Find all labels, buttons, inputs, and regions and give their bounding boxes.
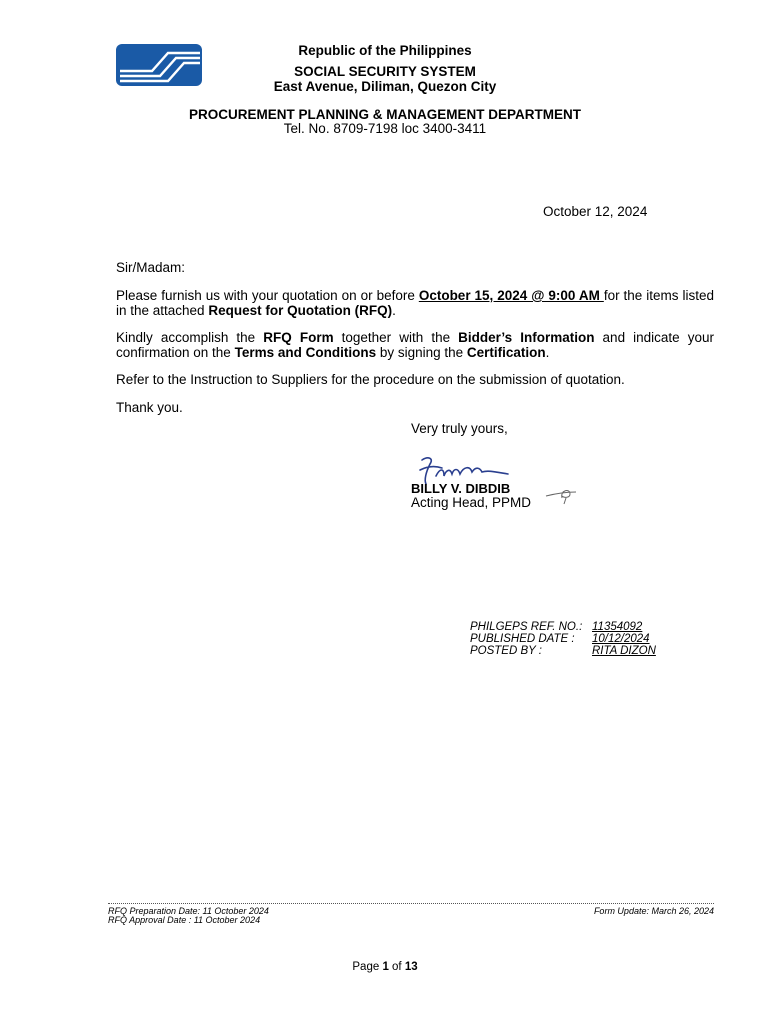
page-number — [0, 961, 770, 973]
published-label: PUBLISHED DATE : — [470, 633, 575, 645]
deadline: October 15, 2024 @ 9:00 AM — [418, 288, 604, 303]
page-prefix: Page — [352, 961, 383, 973]
page-of: of — [388, 961, 405, 973]
signatory-name: BILLY V. DIBDIB — [411, 481, 511, 496]
page-total: 13 — [404, 961, 418, 973]
header-address: East Avenue, Diliman, Quezon City — [273, 79, 497, 94]
header-tel: Tel. No. 8709-7198 loc 3400-3411 — [283, 121, 487, 136]
published-value: 10/12/2024 — [592, 633, 650, 645]
p2-text-a: Kindly accomplish the — [116, 330, 264, 345]
signatory-title: Acting Head, PPMD — [411, 495, 532, 510]
salutation: Sir/Madam: — [116, 260, 186, 275]
ref-value: 11354092 — [592, 621, 643, 633]
posted-label: POSTED BY : — [470, 645, 543, 657]
ref-label: PHILGEPS REF. NO.: — [470, 621, 583, 633]
p1-text-a: Please furnish us with your quotation on or before — [116, 288, 419, 303]
paragraph-3: Refer to the Instruction to Suppliers for the procedure on the submission of quotation. — [116, 372, 625, 387]
form-update: Form Update: March 26, 2024 — [593, 906, 714, 916]
paragraph-1 — [116, 288, 714, 318]
page-current: 1 — [382, 961, 389, 973]
posted-by — [470, 645, 656, 657]
p1-text-c: . — [392, 303, 396, 318]
philgeps-ref — [470, 621, 642, 633]
rfq-title: Request for Quotation (RFQ) — [208, 303, 393, 318]
header-department: PROCUREMENT PLANNING & MANAGEMENT DEPARTMENT — [189, 107, 581, 122]
certification: Certification — [466, 345, 546, 360]
p1-text-b: for the items listed in the attached — [116, 288, 714, 318]
p2-text-c: and indicate your confirmation on the — [116, 330, 714, 360]
rfq-prep-date: RFQ Preparation Date: 11 October 2024 — [108, 906, 269, 916]
terms-conditions: Terms and Conditions — [234, 345, 377, 360]
p2-text-e: . — [545, 345, 550, 360]
paragraph-4: Thank you. — [116, 400, 183, 415]
header-agency: SOCIAL SECURITY SYSTEM — [294, 64, 476, 79]
p2-text-d: by signing the — [376, 345, 467, 360]
footer-divider — [108, 903, 714, 904]
bidder-info: Bidder’s Information — [458, 330, 595, 345]
p2-text-b: together with the — [333, 330, 459, 345]
paragraph-2 — [116, 330, 714, 360]
initials-icon — [544, 484, 578, 506]
closing: Very truly yours, — [411, 421, 508, 436]
published-date — [470, 633, 650, 645]
rfq-form: RFQ Form — [263, 330, 334, 345]
letter-date: October 12, 2024 — [543, 204, 648, 219]
rfq-approval-date: RFQ Approval Date : 11 October 2024 — [108, 915, 261, 925]
header-republic: Republic of the Philippines — [298, 43, 472, 58]
posted-value: RITA DIZON — [592, 645, 656, 657]
